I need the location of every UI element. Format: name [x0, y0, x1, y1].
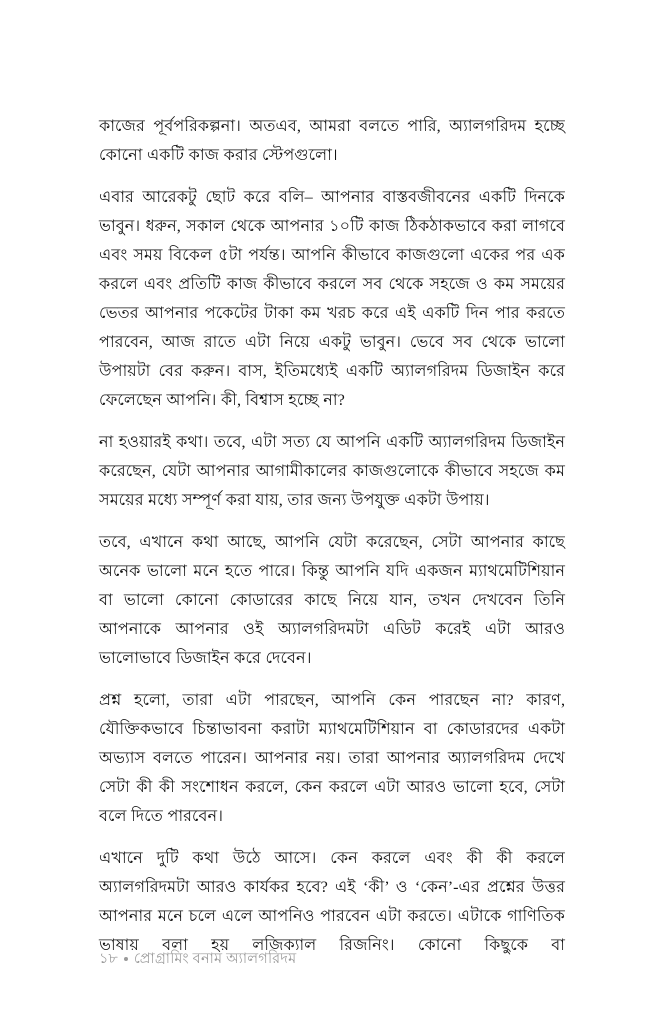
paragraph: তবে, এখানে কথা আছে, আপনি যেটা করেছেন, সেটা আপনার কাছে অনেক ভালো মনে হতে পারে। কিন্তু আপনি যদি একজন ম্যাথমেটিশিয়ান বা ভালো কোনো কোডারের কাছে নিয়ে যান, তখন দেখবেন তিনি আপনাকে আপনার ওই অ্যালগরিদমটা এডিট করেই এটা আরও ভালোভাবে ডিজাইন করে দেবেন। — [99, 533, 565, 667]
page-number: ১৮ — [99, 951, 118, 967]
body-text-column — [99, 112, 565, 960]
page-footer — [99, 949, 565, 969]
bullet-dot-icon — [124, 957, 128, 961]
paragraph: কাজের পূর্বপরিকল্পনা। অতএব, আমরা বলতে পারি, অ্যালগরিদম হচ্ছে কোনো একটি কাজ করার স্টেপগুলো। — [99, 117, 565, 164]
paragraph: প্রশ্ন হলো, তারা এটা পারছেন, আপনি কেন পারছেন না? কারণ, যৌক্তিকভাবে চিন্তাভাবনা করাটা ম্যাথমেটিশিয়ান বা কোডারদের একটা অভ্যাস বলতে পারেন। আপনার নয়। তারা আপনার অ্যালগরিদম দেখে সেটা কী কী সংশোধন করলে, কেন করলে এটা আরও ভালো হবে, সেটা বলে দিতে পারবেন। — [99, 691, 565, 825]
paragraph: এখানে দুটি কথা উঠে আসে। কেন করলে এবং কী কী করলে অ্যালগরিদমটা আরও কার্যকর হবে? এই ‘কী’ ও ‘কেন’-এর প্রশ্নের উত্তর আপনার মনে চলে এলে আপনিও পারবেন এটা করতে। এটাকে গাণিতিক ভাষায় বলা হয় লজিক্যাল রিজনিং। কোনো কিছুকে বা — [99, 849, 565, 954]
paragraph: এবার আরেকটু ছোট করে বলি– আপনার বাস্তবজীবনের একটি দিনকে ভাবুন। ধরুন, সকাল থেকে আপনার ১০টি কাজ ঠিকঠাকভাবে করা লাগবে এবং সময় বিকেল ৫টা পর্যন্ত। আপনি কীভাবে কাজগুলো একের পর এক করলে এবং প্রতিটি কাজ কীভাবে করলে সব থেকে সহজে ও কম সময়ের ভেতর আপনার পকেটের টাকা কম খরচ করে এই একটি দিন পার করতে পারবেন, আজ রাতে এটা নিয়ে একটু ভাবুন। ভেবে সব থেকে ভালো উপায়টা বের করুন। বাস, ইতিমধ্যেই একটি অ্যালগরিদম ডিজাইন করে ফেলেছেন আপনি। কী, বিশ্বাস হচ্ছে না? — [99, 188, 565, 409]
paragraph: না হওয়ারই কথা। তবে, এটা সত্য যে আপনি একটি অ্যালগরিদম ডিজাইন করেছেন, যেটা আপনার আগামীকালের কাজগুলোকে কীভাবে সহজে কম সময়ের মধ্যে সম্পূর্ণ করা যায়, তার জন্য উপযুক্ত একটা উপায়। — [99, 433, 565, 509]
running-title: প্রোগ্রামিং বনাম অ্যালগরিদম — [133, 951, 297, 967]
